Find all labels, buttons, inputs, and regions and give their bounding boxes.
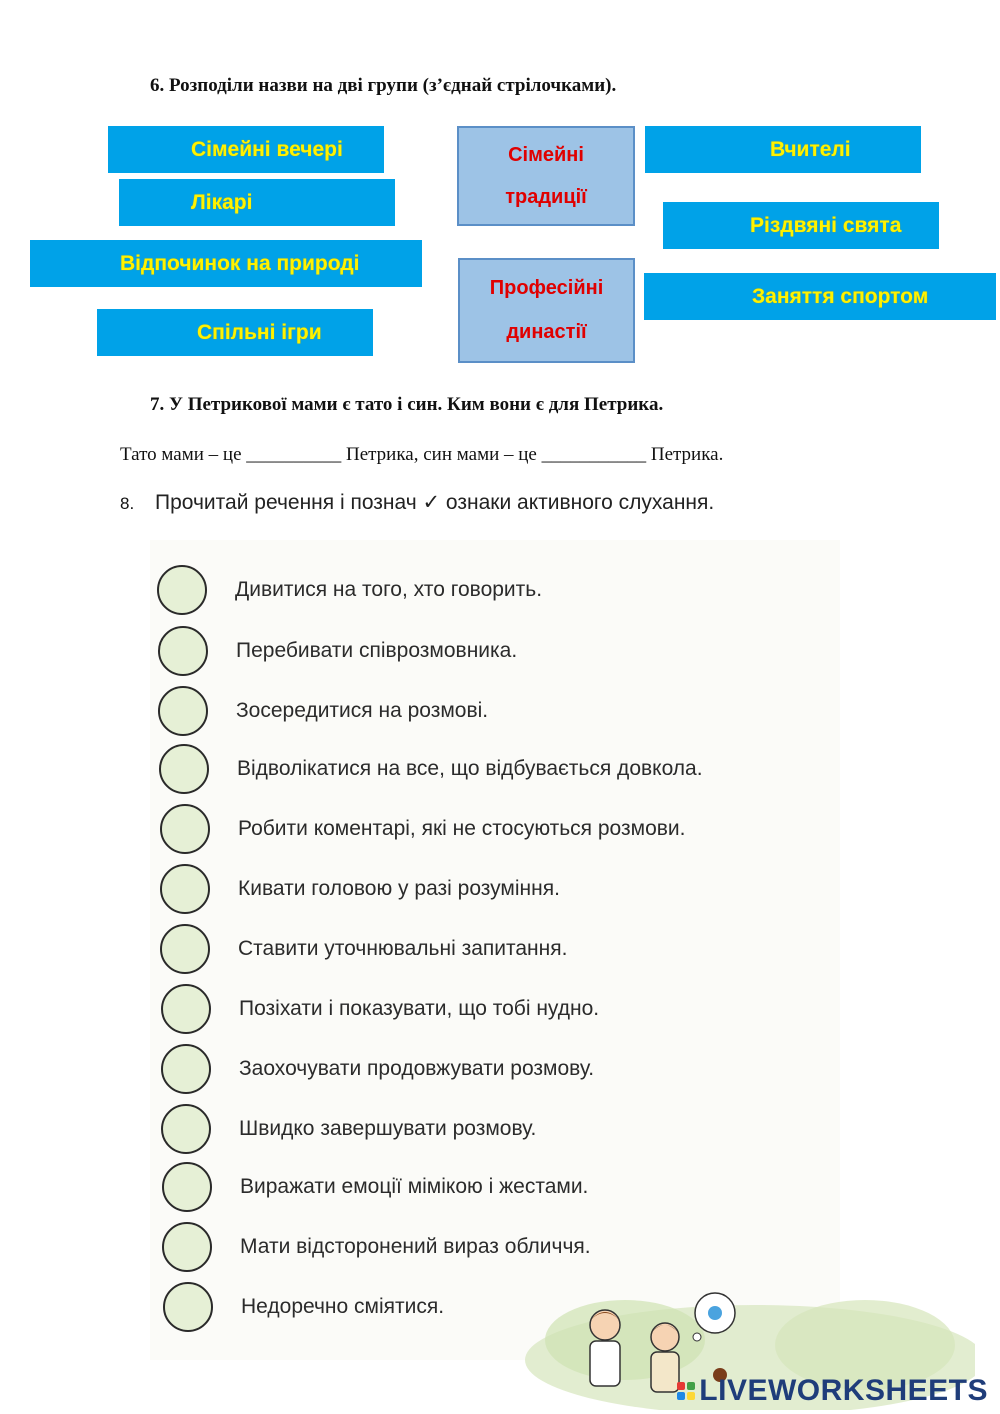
list-item <box>161 982 599 1036</box>
card-nature-rest[interactable]: Відпочинок на природі <box>30 240 422 287</box>
check-circle[interactable] <box>161 984 211 1034</box>
list-item-text: Дивитися на того, хто говорить. <box>235 578 543 601</box>
group-professional-dynasties-line2: династії <box>506 321 587 344</box>
task-8-number: 8. <box>120 494 135 513</box>
list-item <box>162 1220 591 1274</box>
card-sports[interactable]: Заняття спортом <box>644 273 996 320</box>
list-item <box>161 1102 536 1156</box>
list-item-text: Позіхати і показувати, що тобі нудно. <box>239 997 600 1020</box>
list-item <box>160 802 685 856</box>
check-circle[interactable] <box>160 864 210 914</box>
card-family-evenings[interactable]: Сімейні вечері <box>108 126 384 173</box>
list-item <box>160 922 567 976</box>
liveworksheets-logo-text: LIVEWORKSHEETS <box>699 1374 988 1407</box>
check-circle[interactable] <box>163 1282 213 1332</box>
group-professional-dynasties[interactable] <box>458 258 635 363</box>
task-7-title: 7. У Петрикової мами є тато і син. Ким вони є для Петрика. <box>150 394 664 415</box>
check-circle[interactable] <box>161 1104 211 1154</box>
card-teachers[interactable]: Вчителі <box>645 126 921 173</box>
check-circle[interactable] <box>162 1222 212 1272</box>
list-item-text: Перебивати співрозмовника. <box>236 639 518 662</box>
liveworksheets-logo-icon <box>677 1382 695 1400</box>
list-item-text: Відволікатися на все, що відбувається довкола. <box>237 757 703 780</box>
list-item-text: Заохочувати продовжувати розмову. <box>239 1057 595 1080</box>
list-item <box>162 1160 588 1214</box>
card-christmas-holidays[interactable]: Різдвяні свята <box>663 202 939 249</box>
list-item <box>161 1042 594 1096</box>
list-item-text: Ставити уточнювальні запитання. <box>238 937 568 960</box>
card-joint-games[interactable]: Спільні ігри <box>97 309 373 356</box>
list-item-text: Мати відсторонений вираз обличчя. <box>240 1235 591 1258</box>
list-item-text: Зосередитися на розмові. <box>236 699 489 722</box>
check-circle[interactable] <box>158 686 208 736</box>
list-item <box>159 742 703 796</box>
task-7-sentence: Тато мами – це __________ Петрика, син мами – це ___________ Петрика. <box>120 444 724 465</box>
list-item-text: Недоречно сміятися. <box>241 1295 445 1318</box>
group-family-traditions-line2: традиції <box>505 185 587 208</box>
list-item-text: Кивати головою у разі розуміння. <box>238 877 560 900</box>
check-circle[interactable] <box>157 565 207 615</box>
list-item <box>157 563 542 617</box>
card-doctors[interactable]: Лікарі <box>119 179 395 226</box>
check-circle[interactable] <box>162 1162 212 1212</box>
group-family-traditions-line1: Сімейні <box>508 143 584 166</box>
task-6-title: 6. Розподіли назви на дві групи (з’єднай стрілочками). <box>150 75 617 96</box>
check-circle[interactable] <box>158 626 208 676</box>
list-item <box>163 1280 444 1334</box>
list-item-text: Виражати емоції мімікою і жестами. <box>240 1175 589 1198</box>
check-circle[interactable] <box>160 804 210 854</box>
list-item <box>158 624 517 678</box>
check-circle[interactable] <box>160 924 210 974</box>
group-family-traditions[interactable] <box>457 126 635 226</box>
check-circle[interactable] <box>161 1044 211 1094</box>
list-item <box>160 862 560 916</box>
check-circle[interactable] <box>159 744 209 794</box>
list-item-text: Робити коментарі, які не стосуються розмови. <box>238 817 686 840</box>
list-item-text: Швидко завершувати розмову. <box>239 1117 537 1140</box>
list-item <box>158 684 488 738</box>
task-8-title: Прочитай речення і познач ✓ ознаки активного слухання. <box>155 491 715 514</box>
liveworksheets-logo <box>677 1374 988 1408</box>
group-professional-dynasties-line1: Професійні <box>489 276 604 299</box>
